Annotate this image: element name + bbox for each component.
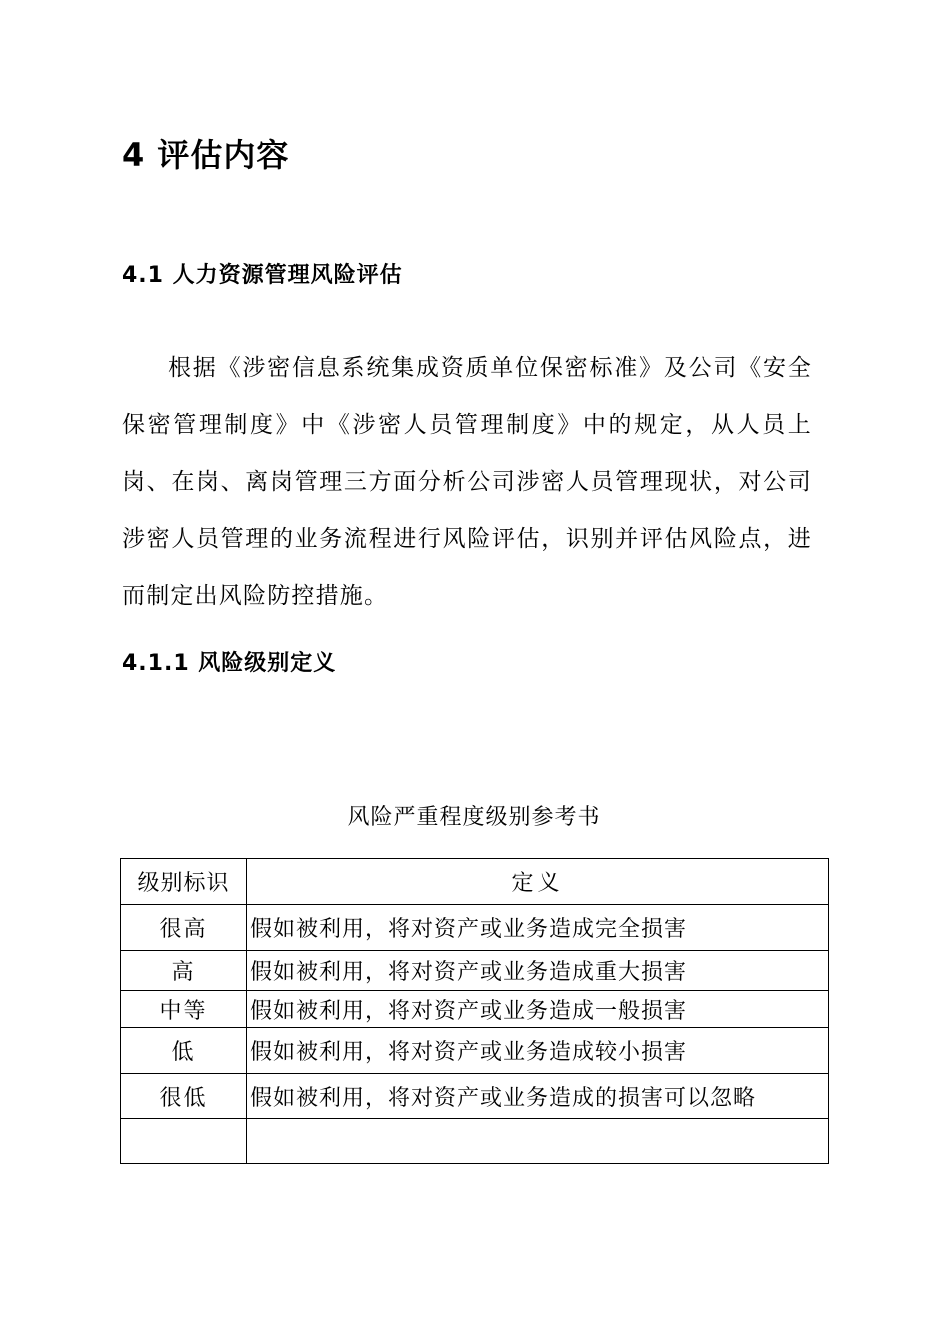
- body-paragraph: 根据《涉密信息系统集成资质单位保密标准》及公司《安全保密管理制度》中《涉密人员管理制度》中的规定，从人员上岗、在岗、离岗管理三方面分析公司涉密人员管理现状，对公司涉密人员管理的业务流程进行风险评估，识别并评估风险点，进而制定出风险防控措施。: [122, 355, 812, 609]
- definition-cell: 假如被利用，将对资产或业务造成一般损害: [247, 991, 829, 1028]
- definition-cell: 假如被利用，将对资产或业务造成较小损害: [247, 1028, 829, 1074]
- table-row: [121, 951, 829, 991]
- level-cell: 低: [121, 1028, 247, 1074]
- level-cell: 中等: [121, 991, 247, 1028]
- table-row: [121, 1028, 829, 1074]
- header-definition: 定义: [247, 859, 829, 905]
- definition-cell: 假如被利用，将对资产或业务造成的损害可以忽略: [247, 1074, 829, 1119]
- table-row: [121, 1074, 829, 1119]
- risk-level-table: [120, 858, 829, 1164]
- table-caption: 风险严重程度级别参考书: [347, 805, 601, 830]
- table-header-row: [121, 859, 829, 905]
- subsubsection-heading: 4.1.1 风险级别定义: [122, 651, 337, 676]
- subsection-heading: 4.1 人力资源管理风险评估: [122, 263, 403, 288]
- level-cell: 高: [121, 951, 247, 991]
- section-heading: 4 评估内容: [122, 136, 290, 174]
- level-cell: 很低: [121, 1074, 247, 1119]
- level-cell: 很高: [121, 905, 247, 951]
- table-row: [121, 991, 829, 1028]
- table-row: [121, 1119, 829, 1164]
- definition-cell: [247, 1119, 829, 1164]
- definition-cell: 假如被利用，将对资产或业务造成完全损害: [247, 905, 829, 951]
- header-level: 级别标识: [121, 859, 247, 905]
- definition-cell: 假如被利用，将对资产或业务造成重大损害: [247, 951, 829, 991]
- table-row: [121, 905, 829, 951]
- level-cell: [121, 1119, 247, 1164]
